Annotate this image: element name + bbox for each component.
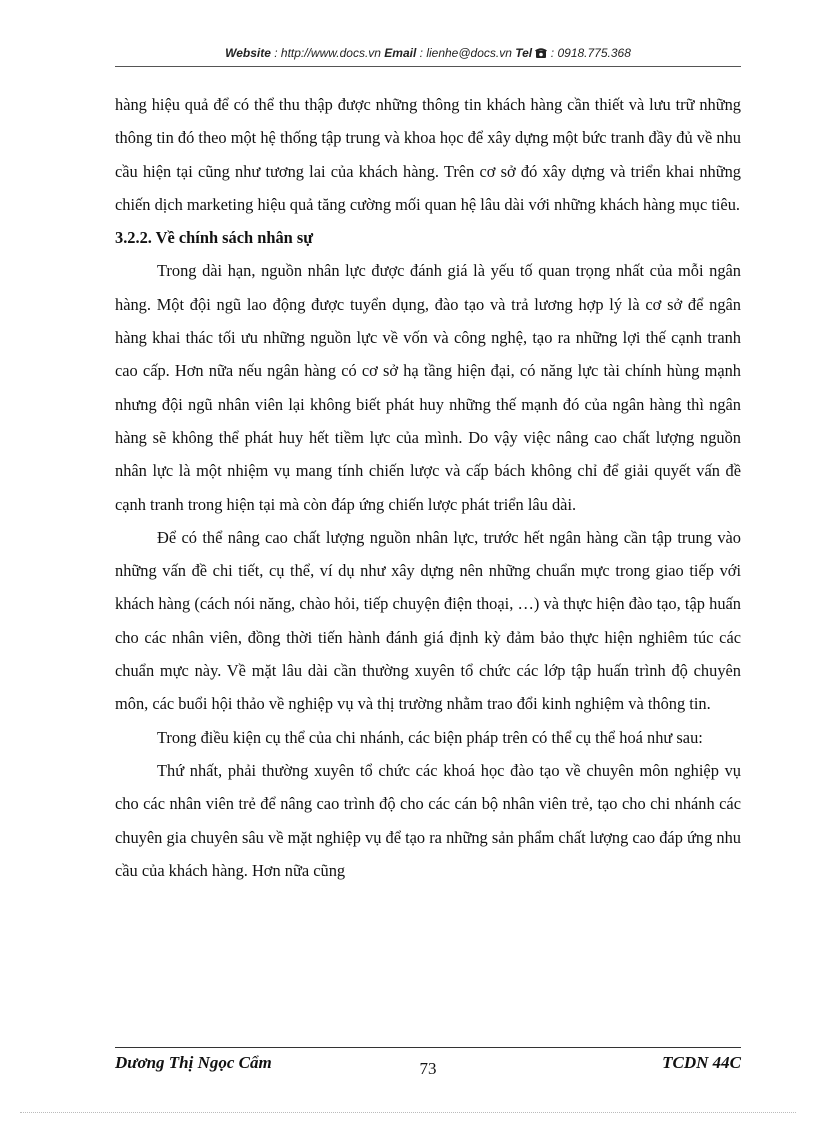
page-footer [115,1053,741,1079]
tel-label: Tel [515,46,533,60]
website-label: Website [225,46,271,60]
website-url: : http://www.docs.vn [270,46,385,60]
email-label: Email [384,46,417,60]
class-code: TCDN 44C [662,1053,741,1072]
author-name: Dương Thị Ngọc Cẩm [115,1053,272,1072]
document-body [115,88,741,887]
paragraph-2: Trong dài hạn, nguồn nhân lực được đánh giá là yếu tố quan trọng nhất của mỗi ngân hàng. Một đội ngũ lao động được tuyển dụng, đào tạo và trả lương hợp lý là cơ sở để ngân hàng khai thác tối ưu những nguồn lực về vốn và công nghệ, tạo ra những lợi thế cạnh tranh cao cấp. Hơn nữa nếu ngân hàng có cơ sở hạ tầng hiện đại, có năng lực tài chính hùng mạnh nhưng đội ngũ nhân viên lại không biết phát huy những thế mạnh đó của ngân hàng thì ngân hàng sẽ không thể phát huy hết tiềm lực của mình. Do vậy việc nâng cao chất lượng nguồn nhân lực là một nhiệm vụ mang tính chiến lược và cấp bách không chỉ để giải quyết vấn đề cạnh tranh trong hiện tại mà còn đáp ứng chiến lược phát triển lâu dài. [115,261,741,514]
phone-number: : 0918.775.368 [547,46,631,60]
paragraph-5: Thứ nhất, phải thường xuyên tổ chức các khoá học đào tạo về chuyên môn nghiệp vụ cho các nhân viên trẻ để nâng cao trình độ cho các cán bộ nhân viên trẻ, tạo cho chi nhánh các chuyên gia chuyên sâu về mặt nghiệp vụ để tạo ra những sản phẩm chất lượng cao đáp ứng nhu cầu của khách hàng. Hơn nữa cũng [115,760,741,880]
page-header [115,46,741,61]
phone-icon [535,47,547,61]
page-edge [20,1112,796,1113]
paragraph-4: Trong điều kiện cụ thể của chi nhánh, các biện pháp trên có thể cụ thể hoá như sau: [157,727,703,747]
section-heading: 3.2.2. Về chính sách nhân sự [115,228,314,248]
email-address: : lienhe@docs.vn [416,46,516,60]
header-divider [115,66,741,67]
footer-divider [115,1047,741,1048]
paragraph-3: Để có thể nâng cao chất lượng nguồn nhân lực, trước hết ngân hàng cần tập trung vào những vấn đề chi tiết, cụ thể, ví dụ như xây dựng nên những chuẩn mực trong giao tiếp với khách hàng (cách nói năng, chào hỏi, tiếp chuyện điện thoại, …) và thực hiện đào tạo, tập huấn cho các nhân viên, đồng thời tiến hành đánh giá định kỳ đảm bảo thực hiện nghiêm túc các chuẩn mực này. Về mặt lâu dài cần thường xuyên tổ chức các lớp tập huấn trình độ chuyên môn, các buổi hội thảo về nghiệp vụ và thị trường nhằm trao đổi kinh nghiệm và thông tin. [115,527,741,714]
page-number: 73 [419,1059,437,1078]
paragraph-1: hàng hiệu quả để có thể thu thập được những thông tin khách hàng cần thiết và lưu trữ những thông tin đó theo một hệ thống tập trung và khoa học để xây dựng một bức tranh đầy đủ về nhu cầu hiện tại cũng như tương lai của khách hàng. Trên cơ sở đó xây dựng và triển khai những chiến dịch marketing hiệu quả tăng cường mối quan hệ lâu dài với những khách hàng mục tiêu. [115,95,741,214]
